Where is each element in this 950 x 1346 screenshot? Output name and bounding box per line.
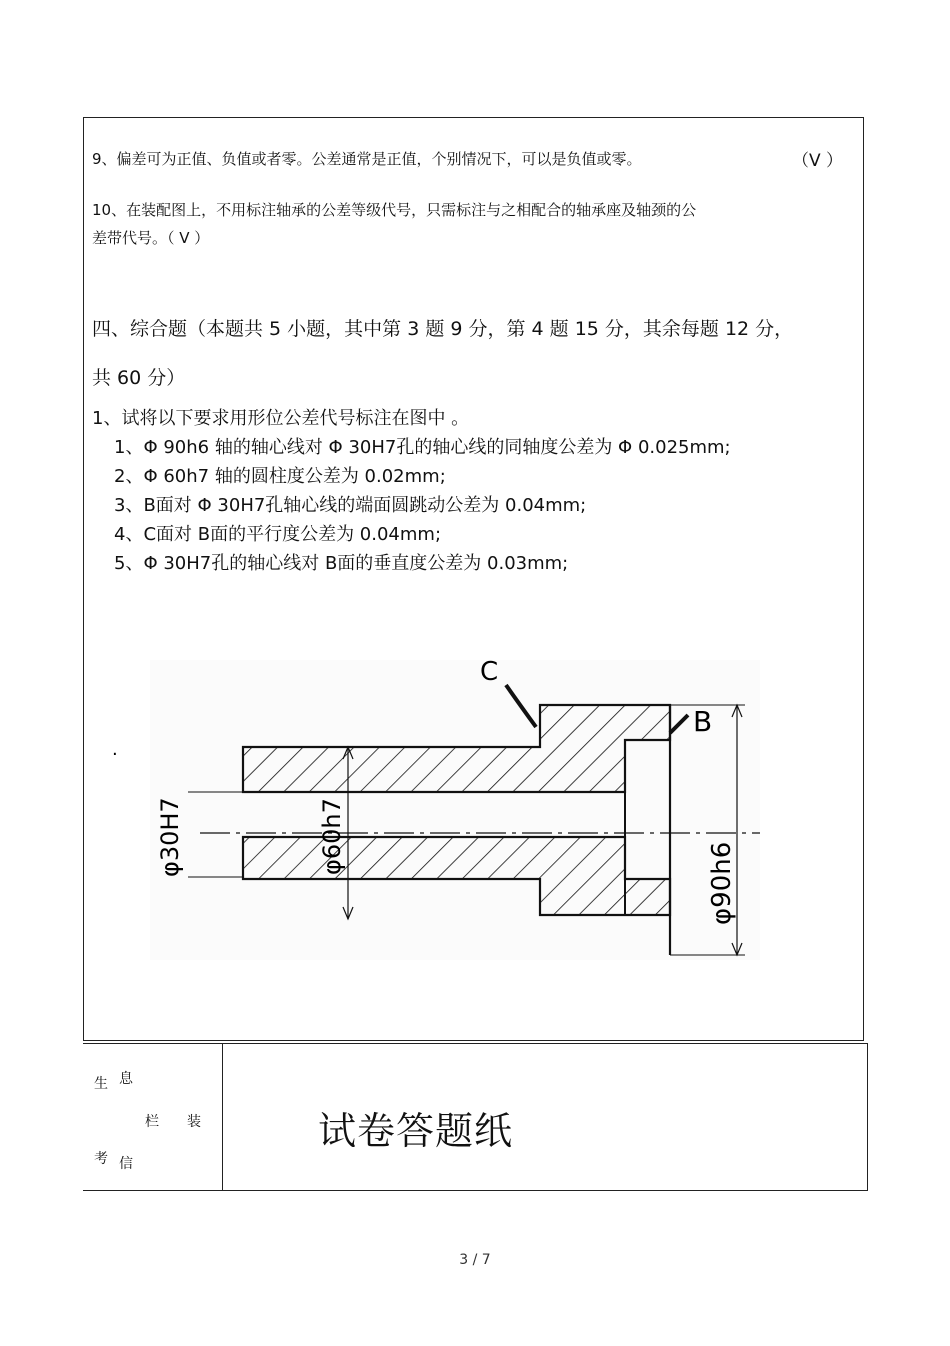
label-d30: φ30H7 (156, 797, 184, 877)
requirement-item-2: 2、Φ 60h7 轴的圆柱度公差为 0.02mm; (114, 466, 446, 487)
requirement-item-1: 1、Φ 90h6 轴的轴心线对 Φ 30H7孔的轴心线的同轴度公差为 Φ 0.025mm; (114, 437, 731, 458)
question-1-intro: 1、试将以下要求用形位公差代号标注在图中 。 (92, 408, 470, 429)
binding-char-6: 信 (119, 1156, 133, 1172)
part-drawing (112, 655, 760, 960)
binding-char-2: 息 (119, 1071, 133, 1087)
question-10-line2: 差带代号。（ V ） (92, 229, 210, 247)
requirement-item-3: 3、B面对 Φ 30H7孔轴心线的端面圆跳动公差为 0.04mm; (114, 495, 587, 516)
requirement-item-5: 5、Φ 30H7孔的轴心线对 B面的垂直度公差为 0.03mm; (114, 553, 569, 574)
label-d90: φ90h6 (707, 841, 737, 925)
section-4-heading-cont: 共 60 分） (92, 367, 186, 389)
question-10-line1: 10、在装配图上，不用标注轴承的公差等级代号，只需标注与之相配合的轴承座及轴颈的公 (92, 201, 697, 219)
binding-divider (222, 1043, 223, 1191)
section-4-heading: 四、综合题（本题共 5 小题，其中第 3 题 9 分，第 4 题 15 分，其余每题 12 分， (92, 318, 794, 340)
label-c: C (480, 657, 499, 687)
page-number: 3 / 7 (459, 1252, 491, 1268)
answer-sheet-title: 试卷答题纸 (318, 1109, 514, 1153)
binding-char-5: 考 (94, 1151, 108, 1167)
label-d60: φ60h7 (318, 798, 346, 875)
stray-dot: . (112, 739, 118, 760)
answer-box-right-edge (867, 1043, 868, 1191)
binding-char-3: 栏 (145, 1114, 159, 1130)
binding-char-1: 生 (94, 1076, 108, 1092)
binding-char-4: 装 (187, 1114, 201, 1130)
question-9: 9、偏差可为正值、负值或者零。公差通常是正值，个别情况下，可以是负值或零。 (92, 150, 642, 168)
question-9-answer: （V ） (792, 151, 844, 171)
label-b: B (693, 705, 713, 738)
requirement-item-4: 4、C面对 B面的平行度公差为 0.04mm; (114, 524, 442, 545)
